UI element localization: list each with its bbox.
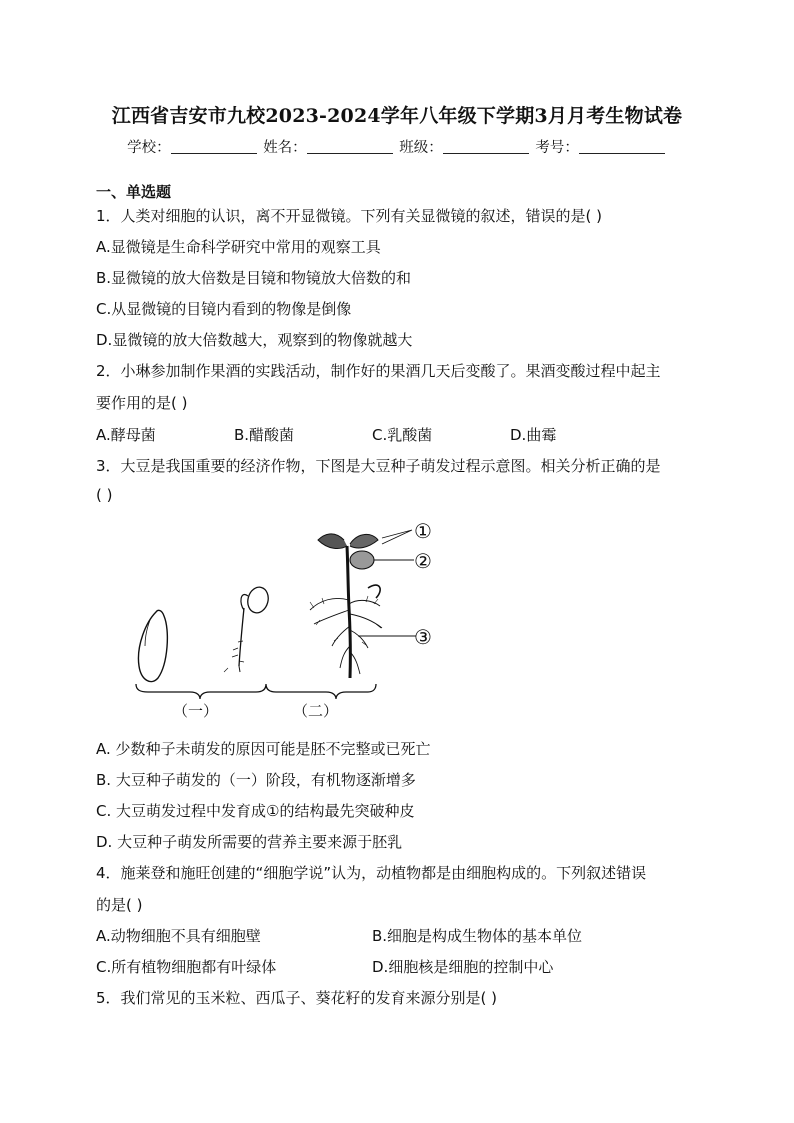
question-4-option-c: C.所有植物细胞都有叶绿体 [96,958,277,976]
question-2-option-b: B.醋酸菌 [234,426,295,444]
question-4-option-d: D.细胞核是细胞的控制中心 [372,958,554,976]
cotyledon-drawing [350,551,374,569]
leaf-drawing [318,534,347,549]
name-blank[interactable] [307,139,393,154]
school-blank[interactable] [171,139,257,154]
question-4-options-row-1 [96,925,582,946]
question-4-stem-line-2: 的是( ) [96,896,143,914]
question-1-option-b: B.显微镜的放大倍数是目镜和物镜放大倍数的和 [96,269,412,287]
class-blank[interactable] [443,139,529,154]
question-1-option-c: C.从显微镜的目镜内看到的物像是倒像 [96,300,352,318]
class-label: 班级： [399,140,443,156]
question-2-options [96,424,648,445]
question-1-option-d: D.显微镜的放大倍数越大，观察到的物像就越大 [96,331,413,349]
label-circled-2: ② [414,549,432,573]
name-label: 姓名： [263,140,307,156]
exam-number-label: 考号： [535,140,579,156]
section-heading: 一、单选题 [96,183,172,201]
question-5-stem: 5．我们常见的玉米粒、西瓜子、葵花籽的发育来源分别是( ) [96,989,498,1007]
stage-label-two: （二） [293,702,339,720]
question-4-option-b: B.细胞是构成生物体的基本单位 [372,927,583,945]
student-info-row [0,136,794,157]
question-1-option-a: A.显微镜是生命科学研究中常用的观察工具 [96,238,381,256]
question-2-stem-line-2: 要作用的是( ) [96,394,188,412]
question-4-options-row-2 [96,956,553,977]
germinating-seed-drawing [245,585,271,615]
question-2-option-c: C.乳酸菌 [372,426,433,444]
label-circled-3: ③ [414,625,432,649]
question-4-option-a: A.动物细胞不具有细胞壁 [96,927,261,945]
question-3-stem-line-1: 3．大豆是我国重要的经济作物，下图是大豆种子萌发过程示意图。相关分析正确的是 [96,457,661,475]
question-3-option-a: A. 少数种子未萌发的原因可能是胚不完整或已死亡 [96,740,431,758]
stage-brace [136,684,376,699]
question-3-option-d: D. 大豆种子萌发所需要的营养主要来源于胚乳 [96,833,403,851]
stage-label-one: （一） [173,702,219,720]
school-label: 学校： [127,140,171,156]
question-3-option-b: B. 大豆种子萌发的（一）阶段，有机物逐渐增多 [96,771,416,789]
question-3-option-c: C. 大豆萌发过程中发育成①的结构最先突破种皮 [96,802,415,820]
exam-number-blank[interactable] [579,139,665,154]
question-2-option-a: A.酵母菌 [96,426,156,444]
hypocotyl-hook-drawing [368,585,380,598]
label-circled-1: ① [414,519,432,543]
question-4-stem-line-1: 4．施莱登和施旺创建的“细胞学说”认为，动植物都是由细胞构成的。下列叙述错误 [96,864,647,882]
question-1-stem: 1．人类对细胞的认识，离不开显微镜。下列有关显微镜的叙述，错误的是( ) [96,207,603,225]
soybean-germination-figure [128,518,448,726]
exam-title: 江西省吉安市九校2023-2024学年八年级下学期3月月考生物试卷 [111,105,683,127]
soybean-seed-drawing [138,610,167,681]
question-2-stem-line-1: 2．小琳参加制作果酒的实践活动，制作好的果酒几天后变酸了。果酒变酸过程中起主 [96,362,661,380]
question-2-option-d: D.曲霉 [510,426,557,444]
question-3-stem-line-2: ( ) [96,486,113,504]
